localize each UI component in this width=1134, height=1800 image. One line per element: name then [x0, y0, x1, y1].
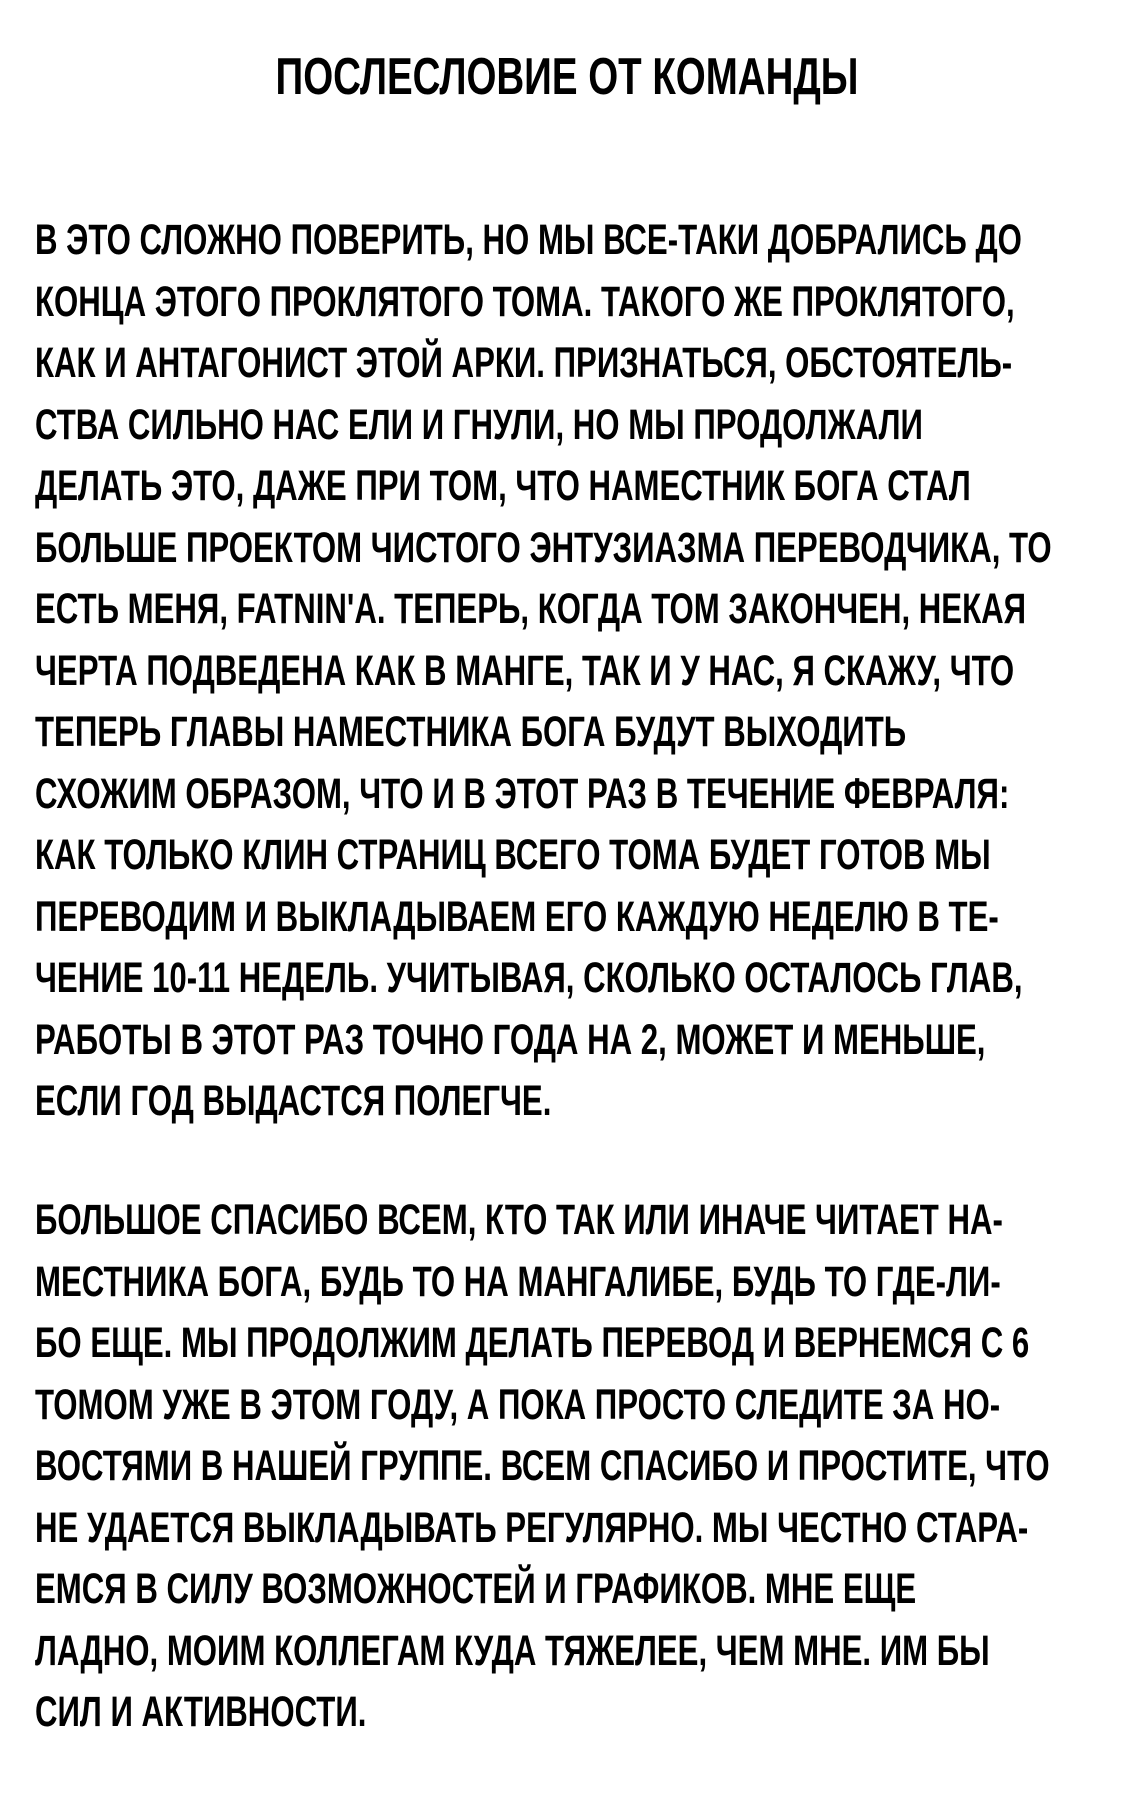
- text-line: В ЭТО СЛОЖНО ПОВЕРИТЬ, НО МЫ ВСЕ-ТАКИ ДОБРАЛИСЬ ДО: [35, 216, 1022, 264]
- text-line: КАК И АНТАГОНИСТ ЭТОЙ АРКИ. ПРИЗНАТЬСЯ, ОБСТОЯТЕЛЬ-: [35, 339, 1013, 387]
- text-line: ЕСТЬ МЕНЯ, FATNIN'А. ТЕПЕРЬ, КОГДА ТОМ ЗАКОНЧЕН, НЕКАЯ: [35, 585, 1027, 633]
- text-line: ПЕРЕВОДИМ И ВЫКЛАДЫВАЕМ ЕГО КАЖДУЮ НЕДЕЛЮ В ТЕ-: [35, 892, 999, 941]
- paragraph-1: [35, 210, 1050, 1133]
- text-line: НЕ УДАЕТСЯ ВЫКЛАДЫВАТЬ РЕГУЛЯРНО. МЫ ЧЕСТНО СТАРА-: [35, 1503, 1029, 1552]
- text-line: КОНЦА ЭТОГО ПРОКЛЯТОГО ТОМА. ТАКОГО ЖЕ ПРОКЛЯТОГО,: [35, 277, 1015, 326]
- text-line: БОЛЬШОЕ СПАСИБО ВСЕМ, КТО ТАК ИЛИ ИНАЧЕ ЧИТАЕТ НА-: [35, 1196, 1003, 1244]
- page-title: ПОСЛЕСЛОВИЕ ОТ КОМАНДЫ: [275, 48, 859, 106]
- text-line: МЕСТНИКА БОГА, БУДЬ ТО НА МАНГАЛИБЕ, БУДЬ ТО ГДЕ-ЛИ-: [35, 1257, 1001, 1306]
- text-line: ЧЕРТА ПОДВЕДЕНА КАК В МАНГЕ, ТАК И У НАС, Я СКАЖУ, ЧТО: [35, 646, 1015, 695]
- text-line: ЧЕНИЕ 10-11 НЕДЕЛЬ. УЧИТЫВАЯ, СКОЛЬКО ОСТАЛОСЬ ГЛАВ,: [35, 954, 1023, 1002]
- text-line: БО ЕЩЕ. МЫ ПРОДОЛЖИМ ДЕЛАТЬ ПЕРЕВОД И ВЕРНЕМСЯ С 6: [35, 1319, 1030, 1367]
- text-line: СТВА СИЛЬНО НАС ЕЛИ И ГНУЛИ, НО МЫ ПРОДОЛЖАЛИ: [35, 400, 923, 449]
- text-line: СХОЖИМ ОБРАЗОМ, ЧТО И В ЭТОТ РАЗ В ТЕЧЕНИЕ ФЕВРАЛЯ:: [35, 769, 1010, 818]
- text-line: ВОСТЯМИ В НАШЕЙ ГРУППЕ. ВСЕМ СПАСИБО И ПРОСТИТЕ, ЧТО: [35, 1442, 1050, 1490]
- text-line: ЕСЛИ ГОД ВЫДАСТСЯ ПОЛЕГЧЕ.: [35, 1077, 552, 1125]
- text-line: КАК ТОЛЬКО КЛИН СТРАНИЦ ВСЕГО ТОМА БУДЕТ ГОТОВ МЫ: [35, 831, 991, 879]
- text-line: ТОМОМ УЖЕ В ЭТОМ ГОДУ, А ПОКА ПРОСТО СЛЕДИТЕ ЗА НО-: [35, 1380, 1001, 1429]
- text-line: ЛАДНО, МОИМ КОЛЛЕГАМ КУДА ТЯЖЕЛЕЕ, ЧЕМ МНЕ. ИМ БЫ: [35, 1626, 990, 1675]
- text-line: ДЕЛАТЬ ЭТО, ДАЖЕ ПРИ ТОМ, ЧТО НАМЕСТНИК БОГА СТАЛ: [35, 462, 971, 510]
- text-line: СИЛ И АКТИВНОСТИ.: [35, 1688, 367, 1736]
- text-line: РАБОТЫ В ЭТОТ РАЗ ТОЧНО ГОДА НА 2, МОЖЕТ И МЕНЬШЕ,: [35, 1015, 986, 1064]
- paragraph-2: [35, 1190, 1050, 1744]
- text-line: БОЛЬШЕ ПРОЕКТОМ ЧИСТОГО ЭНТУЗИАЗМА ПЕРЕВОДЧИКА, ТО: [35, 523, 1052, 572]
- text-line: ТЕПЕРЬ ГЛАВЫ НАМЕСТНИКА БОГА БУДУТ ВЫХОДИТЬ: [35, 708, 907, 756]
- text-line: ЕМСЯ В СИЛУ ВОЗМОЖНОСТЕЙ И ГРАФИКОВ. МНЕ ЕЩЕ: [35, 1565, 917, 1613]
